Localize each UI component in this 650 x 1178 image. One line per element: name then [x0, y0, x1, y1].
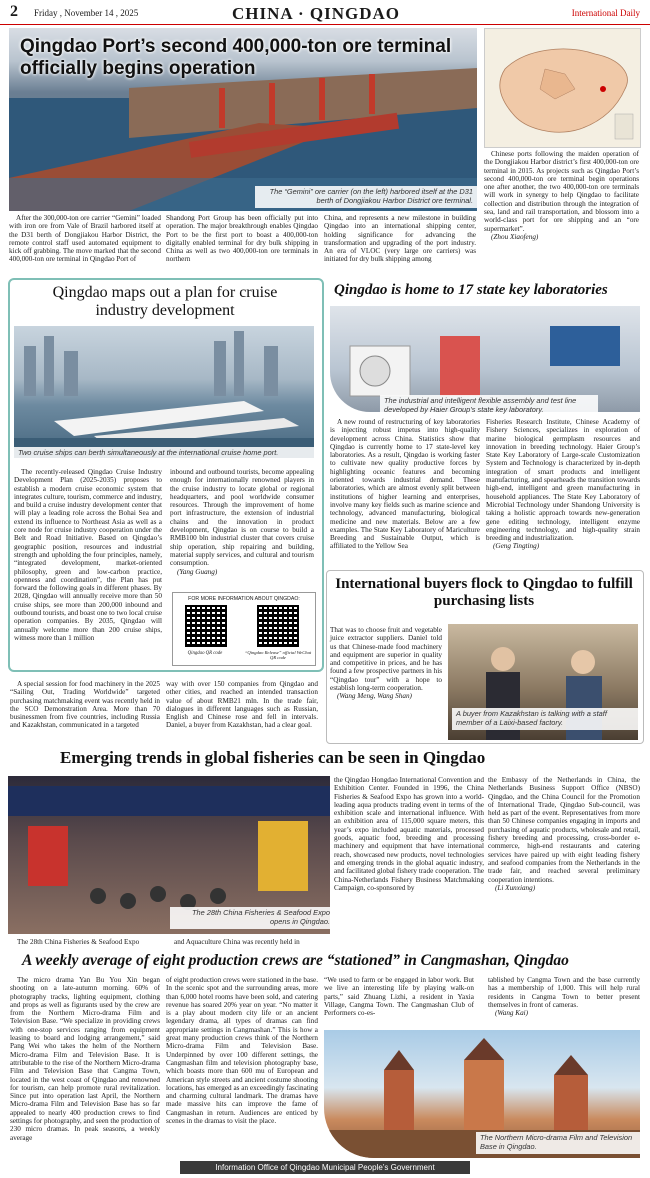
china-map	[484, 28, 641, 148]
article3-caption: The industrial and intelligent flexible assembly and test line developed by Haier Group’s state key laboratory.	[380, 395, 598, 417]
article5-col4: the Embassy of the Netherlands in China, the Netherlands Business Support Office (NBSO) Qingdao, and the China Council for the Promotion of International Trade, Qingdao Sub-council, was held as part of the event. Representatives from more than 50 Chinese companies engaging in imports and purchasing of aquatic products, wholesale and retail, fishery breeding and processing, cross-border e-commerce, high-end restaurants and catering services have paired up with eight leading fishery and seafood companies from the Netherlands in the trade fair, and reached several preliminary cooperation intentions. (Li Xunxiang)	[488, 776, 640, 892]
article5-headline: Emerging trends in global fisheries can be seen in Qingdao	[60, 748, 486, 767]
article1-headline: Qingdao Port’s second 400,000-ton ore terminal officially begins operation	[20, 36, 452, 79]
article3-col2: Fisheries Research Institute, Chinese Academy of Fishery Sciences, specializes in exploration of marine biological germplasm resources and innovation in breeding technology. Haier Group’s State Key Laboratory of Large-scale Customization System and Technology is characterized by in-depth integration of smart products and intelligent manufacturing, and spearheads the transition towards high-end, intelligent and green manufacturing in household appliances. The State Key Laboratory of Microbial Technology under Shandong University is taking a holistic approach towards new-generation gene editing technology, intelligent enzyme engineering technology, and high-quality strain breeding and industrialization. (Geng Tingting)	[486, 418, 640, 551]
article5-caption: The 28th China Fisheries & Seafood Expo opens in Qingdao.	[170, 907, 334, 929]
article4-col-right: That was to choose fruit and vegetable juice extractor suppliers. Daniel told us that Chinese-made food machinery and equipment are superior in quality and competitive in prices, and he has found a few prospective partners in his “Qingdao tour” with a hope to establish long-term cooperation. (Wang Meng, Wang Shan)	[330, 626, 442, 701]
article5-col3: the Qingdao Hongdao International Convention and Exhibition Center. Founded in 1996, the China Fisheries & Seafood Expo has grown into a world-leading aqua products trading event in terms of the exhibition scale and international influence. With an exhibition area of 115,000 square meters, this year’s expo included aquatic materials, processed goods, aquatic food, breeding and processing machinery and equipment that have international reach, showcased new products, novel technologies and emerging trends in the global aquatic industry, and facilitated global fishery trade cooperation. The China-Netherlands Fishery Business Matchmaking Campaign, co-sponsored by	[334, 776, 484, 892]
article4-col2: way with over 150 companies from Qingdao and other cities, and reached an intended transaction value of about RMB21 mln. In the trade fair, dialogues in different languages such as Russian, English and Chinese rose and fell in intervals. Daniel, a buyer from Kazakhstan, had a clear goal.	[166, 680, 318, 730]
qr-code-qingdao[interactable]	[185, 605, 227, 647]
qr2-label: “Qingdao Release” official WeChat QR code	[244, 650, 312, 661]
section-name: International Daily	[571, 8, 640, 18]
article1-caption: The “Gemini” ore carrier (on the left) harbored itself at the D31 berth of Dongjiakou Harbor District ore terminal.	[255, 186, 477, 208]
article6-col3: “We used to farm or be engaged in labor work. But we live an interesting life by playing walk-on parts,” said Zhuang Lizhi, a resident in Yaxia Village, Cangma Town. The Cangmashan Club of Performers co-es-	[324, 976, 474, 1018]
article1-text-right: Chinese ports following the maiden operation of the Dongjiakou Harbor district’s first 400,000-ton ore terminal in 2015. As projects such as Qingdao Port’s second 400,000-ton ore terminal begin operations one after another, the two 400,000-ton ore terminals will work in synergy to help Qingdao to facilitate collection and distribution through the integration of sea, land and rail transportation, and blossom into a world-class port for ore shipping and an “ore supermarket”. (Zhou Xiaofeng)	[484, 150, 639, 241]
article5-col1: The 28th China Fisheries & Seafood Expo	[17, 938, 140, 946]
article2-caption: Two cruise ships can berth simultaneously at the international cruise home port.	[14, 447, 314, 460]
article6-col4: tablished by Cangma Town and the base currently has a membership of 1,000. This will help rural residents in Cangma Town to better present themselves in front of cameras. (Wang Kai)	[488, 976, 640, 1018]
article6-col2: of eight production crews were stationed in the base. In the scenic spot and the surrounding areas, more than 6,000 hotel rooms have been sold, and catering revenue has soared 20% year on year. “No matter it is a play about modern city life or an ancient legendary drama, all types of dramas can find appropriate settings in Cangmashan.” This is how a great many production crews think of the Northern Micro-drama Film and Television Base. Underpinned by over 100 different settings, the Cangmashan film and television photography base, which boasts more than 600 mu of European and American style streets and ancient costume shooting locations, has emerged as an exceedingly fascinating and charming cultural landmark. The dramas have made massive hits can improve the fame of Cangmashan in return. Audiences are enticed by scenes in the dramas to visit the place.	[166, 976, 318, 1126]
article3-headline: Qingdao is home to 17 state key laboratories	[334, 282, 608, 298]
qr-code-wechat[interactable]	[257, 605, 299, 647]
article6-caption: The Northern Micro-drama Film and Television Base in Qingdao.	[476, 1132, 646, 1154]
qr1-label: Qingdao QR code	[187, 651, 223, 656]
qr-title: FOR MORE INFORMATION ABOUT QINGDAO:	[188, 596, 300, 602]
article1-col3: China, and represents a new milestone in building Qingdao into an international shipping center, holding significance for advancing the transformation and upgrading of the port industry. An era of VLOC (very large ore carriers) was initiated for dry bulk shipping among	[324, 214, 476, 264]
article5-col2: and Aquaculture China was recently held in	[174, 938, 300, 946]
cruise-illustration	[14, 326, 314, 458]
article2-col1: The recently-released Qingdao Cruise Industry Development Plan (2025-2035) proposes to establish a modern cruise economic system that integrates culture, tourism, commerce and industry, and build a cruise industry development center that will play a leading role across the Bohai Sea and extend its influence to Northeast Asia as well as a core node for cruise industry cooperation under the Belt and Road Initiative. Based on Qingdao’s geographic position, resources and industrial strength and upholding the four principles, namely, “integrated development, market-oriented philosophy, green and low-carbon practice, openness and coordination”, the Plan has put forward the following goals in different phases. By 2028, Qingdao will annually receive more than 50 cruise ships, see more than 200,000 inbound and outbound tourists, and boast one to two local cruise operation companies. By 2035, Qingdao will annually welcome more than 200 cruise ships, witness more than 1 million	[14, 468, 162, 642]
article6-headline: A weekly average of eight production crews are “stationed” in Cangmashan, Qingdao	[22, 952, 569, 969]
cruise-photo	[14, 326, 314, 458]
article6-col1: The micro drama Yan Bu You Xin began shooting on a late-autumn morning. 60% of photography tracks, lighting equipment, clothing and props as well as figurants used by the crew are from the Northern Micro-drama Film and Television Base. “We specialize in providing crews with one-stop services ranging from equipment leasing to board and lodging arrangement,” said Pang Wei who takes the helm of the Northern Micro-drama Film and Television Base. It is attributable to the rise of the Northern Micro-drama Film and Television Base that Cangma Town, located in the west coast of Qingdao and renowned for tourism, can help promote rural revitalization. Since put into operation last April, the Northern Micro-drama Film and Television Base has so far appealed to nearly 400 production crews to find settings for photography, and seen the production of 230 micro dramas. In peak seasons, a weekly average	[10, 976, 160, 1142]
article1-col1: After the 300,000-ton ore carrier “Gemini” loaded with iron ore from Vale of Brazil harbored itself at the D31 berth of Dongjiakou Harbor District, the remote control staff used automated equipment to kick off grabbing. The move marked that the second 400,000-ton ore terminal in Qingdao Port of	[9, 214, 161, 264]
article4-caption: A buyer from Kazakhstan is talking with a staff member of a Laixi-based factory.	[452, 708, 640, 730]
article1-col2: Shandong Port Group has been officially put into operation. The major breakthrough enables Qingdao Port to be the first port to boast a 400,000-ton digitally enabled terminal for dry bulk shipping in China as well as two 400,000-ton ore terminals in northern	[166, 214, 318, 264]
article3-col1: A new round of restructuring of key laboratories is injecting robust impetus into high-quality development across China. Statistics show that Qingdao is currently home to 17 state-level key laboratories. As a result, Qingdao is working faster to cultivate new quality productive forces by highlighting oceanic features and becoming oriented towards industrial demand. These laboratories, which are almost evenly split between institutions of higher learning and enterprises, involve many key fields such as marine science and technology, advanced manufacturing, biological medicine and new materials. Below are a few examples. The State Key Laboratory of Mariculture Breeding and Sustainable Output, which is affiliated to the Yellow Sea	[330, 418, 480, 551]
article2-headline: Qingdao maps out a plan for cruise industry development	[52, 284, 278, 319]
article4-col1: A special session for food machinery in the 2025 “Sailing Out, Trading Worldwide” targeted purchasing matchmaking event was recently held in the SCO Demonstration Area. More than 70 businessmen from five countries, including Russia and Kazakhstan, communicated in a targeted	[10, 680, 160, 730]
qr-panel	[172, 592, 316, 666]
page-number: 2	[10, 3, 18, 20]
article4-headline: International buyers flock to Qingdao to fulfill purchasing lists	[335, 576, 633, 609]
page-title: CHINA · QINGDAO	[232, 4, 401, 23]
issue-date: Friday , November 14 , 2025	[34, 8, 139, 18]
article2-col2: inbound and outbound tourists, become appealing enough for internationally renowned players in the cruise industry to locate global or regional headquarters, and pool worldwide consumer resources. Through the improvement of home port infrastructure, the extension of industrial chains and the innovation in product development, Qingdao is on course to build a RMB100 bln industrial cluster that covers cruise ship operation, ship repairing and building, material supply services, and cultural and tourism consumption. (Yang Guang)	[170, 468, 314, 576]
footer-credit: Information Office of Qingdao Municipal People’s Government	[180, 1161, 470, 1174]
map-illustration	[485, 29, 640, 147]
